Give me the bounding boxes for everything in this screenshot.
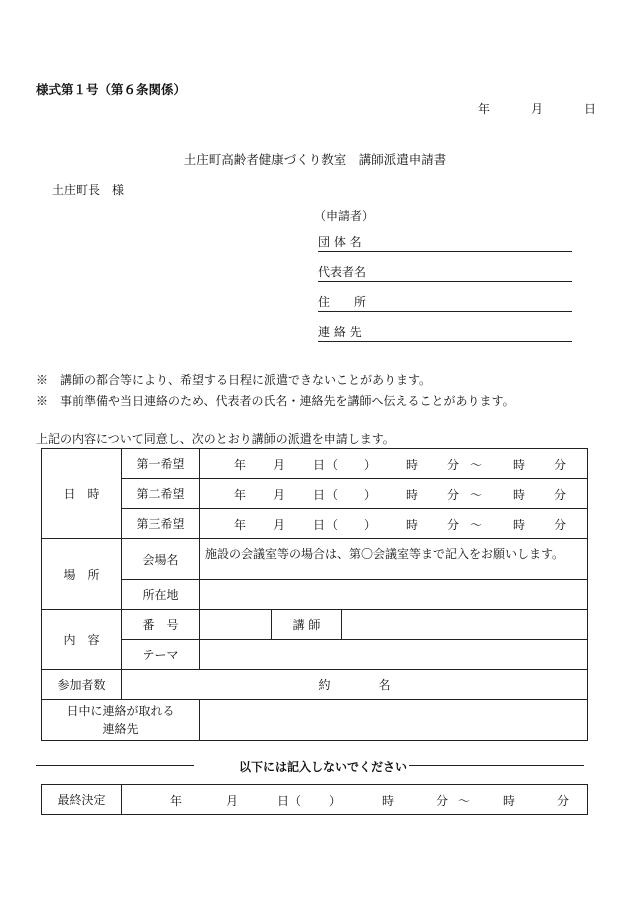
- theme-label: テーマ: [122, 640, 200, 670]
- final-decision-table: [41, 784, 588, 815]
- dt-hour: 時: [406, 518, 419, 532]
- representative-field[interactable]: [318, 264, 572, 282]
- dt-hour2: 時: [513, 488, 526, 502]
- field-label: 代表者名: [318, 265, 367, 279]
- venue-label: 会場名: [122, 539, 200, 580]
- daytime-contact-input-cell[interactable]: [200, 700, 588, 741]
- dt-hour2: 時: [513, 458, 526, 472]
- dt-minute: 分: [447, 458, 460, 472]
- document-title: 土庄町高齢者健康づくり教室 講師派遣申請書: [183, 152, 447, 167]
- date-month-label: 月: [531, 102, 544, 116]
- lecturer-input-cell[interactable]: [342, 610, 588, 640]
- dt-paren-close: ）: [364, 488, 377, 502]
- date-year-label: 年: [478, 102, 491, 116]
- applicant-label: （申請者）: [314, 209, 375, 223]
- dt-month: 月: [226, 794, 239, 808]
- dt-paren-close: ）: [364, 458, 377, 472]
- note-2: ※ 事前準備や当日連絡のため、代表者の氏名・連絡先を講師へ伝えることがあります。: [36, 394, 515, 408]
- dt-paren-open: （: [326, 488, 339, 502]
- choice-1-label: 第一希望: [122, 449, 200, 479]
- dt-minute2: 分: [554, 488, 567, 502]
- choice-2-datetime-cell[interactable]: [200, 479, 588, 509]
- divider-line-right: [409, 765, 584, 766]
- dt-year: 年: [234, 518, 247, 532]
- dt-day: 日: [313, 458, 326, 472]
- choice-3-label: 第三希望: [122, 509, 200, 539]
- group-name-field[interactable]: [318, 234, 572, 252]
- participants-input-cell[interactable]: 約 名: [122, 670, 588, 700]
- place-label: 場 所: [42, 539, 122, 610]
- number-label: 番 号: [122, 610, 200, 640]
- dt-tilde: ～: [470, 488, 483, 502]
- dt-minute2: 分: [557, 794, 570, 808]
- field-label: 住 所: [318, 295, 367, 309]
- dt-hour2: 時: [503, 794, 516, 808]
- location-label: 所在地: [122, 580, 200, 610]
- datetime-label: 日 時: [42, 449, 122, 539]
- form-number: 様式第１号（第６条関係）: [36, 82, 187, 97]
- daytime-contact-label: 日中に連絡が取れる 連絡先: [42, 700, 200, 741]
- application-table: [41, 448, 588, 741]
- dt-tilde: ～: [458, 794, 471, 808]
- date-day-label: 日: [584, 102, 597, 116]
- choice-1-datetime-cell[interactable]: [200, 449, 588, 479]
- choice-2-label: 第二希望: [122, 479, 200, 509]
- number-input-cell[interactable]: [200, 610, 272, 640]
- divider-line-left: [36, 765, 194, 766]
- dt-minute: 分: [447, 488, 460, 502]
- dt-paren-close: ）: [329, 794, 342, 808]
- dt-year: 年: [170, 794, 183, 808]
- office-use-label: 以下には記入しないでください: [239, 760, 408, 774]
- dt-paren-open: （: [289, 794, 302, 808]
- dt-paren-open: （: [326, 458, 339, 472]
- intro-text: 上記の内容について同意し、次のとおり講師の派遣を申請します。: [36, 432, 395, 446]
- note-1: ※ 講師の都合等により、希望する日程に派遣できないことがあります。: [36, 373, 432, 387]
- dt-minute2: 分: [554, 458, 567, 472]
- contact-field[interactable]: [318, 324, 572, 342]
- dt-hour: 時: [382, 794, 395, 808]
- dt-year: 年: [234, 458, 247, 472]
- dt-paren-close: ）: [364, 518, 377, 532]
- addressee: 土庄町長 様: [52, 183, 125, 197]
- final-decision-label: 最終決定: [42, 785, 122, 815]
- dt-tilde: ～: [470, 518, 483, 532]
- dt-hour: 時: [406, 458, 419, 472]
- dt-hour2: 時: [513, 518, 526, 532]
- dt-month: 月: [273, 518, 286, 532]
- office-use-divider: [36, 758, 584, 774]
- location-input-cell[interactable]: [200, 580, 588, 610]
- content-label: 内 容: [42, 610, 122, 670]
- lecturer-label: 講 師: [272, 610, 342, 640]
- field-label: 団 体 名: [318, 235, 362, 249]
- address-field[interactable]: [318, 294, 572, 312]
- theme-input-cell[interactable]: [200, 640, 588, 670]
- dt-minute: 分: [447, 518, 460, 532]
- dt-day: 日: [313, 488, 326, 502]
- dt-month: 月: [273, 458, 286, 472]
- dt-paren-open: （: [326, 518, 339, 532]
- final-decision-datetime-cell[interactable]: [122, 785, 588, 815]
- dt-year: 年: [234, 488, 247, 502]
- dt-minute2: 分: [554, 518, 567, 532]
- choice-3-datetime-cell[interactable]: [200, 509, 588, 539]
- dt-minute: 分: [436, 794, 449, 808]
- field-label: 連 絡 先: [318, 325, 362, 339]
- venue-input-cell[interactable]: 施設の会議室等の場合は、第〇会議室等まで記入をお願いします。: [200, 539, 588, 580]
- dt-hour: 時: [406, 488, 419, 502]
- dt-day: 日: [313, 518, 326, 532]
- dt-month: 月: [273, 488, 286, 502]
- dt-day: 日: [277, 794, 290, 808]
- participants-label: 参加者数: [42, 670, 122, 700]
- dt-tilde: ～: [470, 458, 483, 472]
